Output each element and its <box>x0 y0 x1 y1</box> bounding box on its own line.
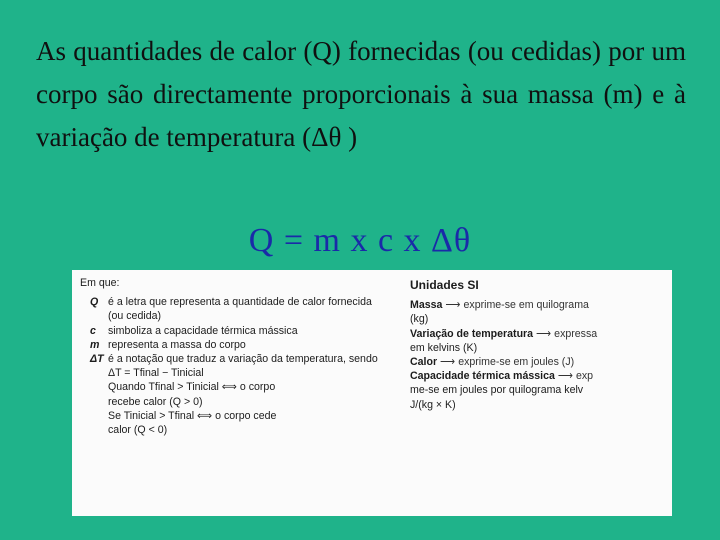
definition-symbol: Q <box>90 296 99 309</box>
unit-row <box>410 355 672 369</box>
condition-line: recebe calor (Q > 0) <box>108 395 203 408</box>
unit-description: expressa <box>554 327 598 340</box>
unit-name: Massa <box>410 299 443 312</box>
definition-row <box>80 352 380 366</box>
definition-row <box>80 324 380 338</box>
condition-line: Se Tinicial > Tfinal ⟺ o corpo cede <box>108 409 277 422</box>
definition-text: é a notação que traduz a variação da temperatura, sendo <box>108 353 378 366</box>
unit-extra: me-se em joules por quilograma kelv <box>410 384 584 397</box>
unit-description: exp <box>575 370 594 383</box>
definitions-header: Em que: <box>80 277 120 289</box>
definition-symbol: c <box>90 324 96 337</box>
definition-row <box>80 295 380 323</box>
unit-name: Calor <box>410 356 438 369</box>
definition-symbol: ΔT <box>90 353 104 366</box>
definition-symbol: m <box>90 338 100 351</box>
unit-name: Variação de temperatura <box>410 327 534 340</box>
arrow-icon: ⟶ <box>536 327 552 340</box>
condition-line: Quando Tfinal > Tinicial ⟺ o corpo <box>108 381 276 394</box>
unit-row <box>410 298 672 312</box>
unit-extra: em kelvins (K) <box>410 341 478 354</box>
definition-text: simboliza a capacidade térmica mássica <box>108 324 298 337</box>
unit-extra: (kg) <box>410 313 429 326</box>
si-units-header: Unidades SI <box>410 278 479 292</box>
intro-paragraph: As quantidades de calor (Q) fornecidas (ou cedidas) por um corpo são directamente proporcionais à sua massa (m) e à variação de temperatura (Δθ ) <box>36 36 686 152</box>
unit-row <box>410 369 672 383</box>
unit-description: exprime-se em joules (J) <box>458 356 575 369</box>
scanned-textbook-excerpt <box>72 270 672 516</box>
unit-description: exprime-se em quilograma <box>463 299 589 312</box>
arrow-icon: ⟶ <box>440 356 456 369</box>
arrow-icon: ⟶ <box>445 299 461 312</box>
definition-text: representa a massa do corpo <box>108 338 246 351</box>
unit-name: Capacidade térmica mássica <box>410 370 555 383</box>
unit-extra: J/(kg × K) <box>410 398 456 411</box>
si-units-column <box>410 278 672 412</box>
arrow-icon: ⟶ <box>557 370 574 383</box>
condition-line: calor (Q < 0) <box>108 424 168 437</box>
unit-row <box>410 327 672 341</box>
definition-row <box>80 338 380 352</box>
definitions-column <box>80 276 380 437</box>
definition-text: é a letra que representa a quantidade de calor fornecida (ou cedida) <box>108 296 372 323</box>
heat-formula: Q = m x c x Δθ <box>248 222 472 259</box>
delta-t-formula: ΔT = Tfinal − Tinicial <box>108 367 204 380</box>
